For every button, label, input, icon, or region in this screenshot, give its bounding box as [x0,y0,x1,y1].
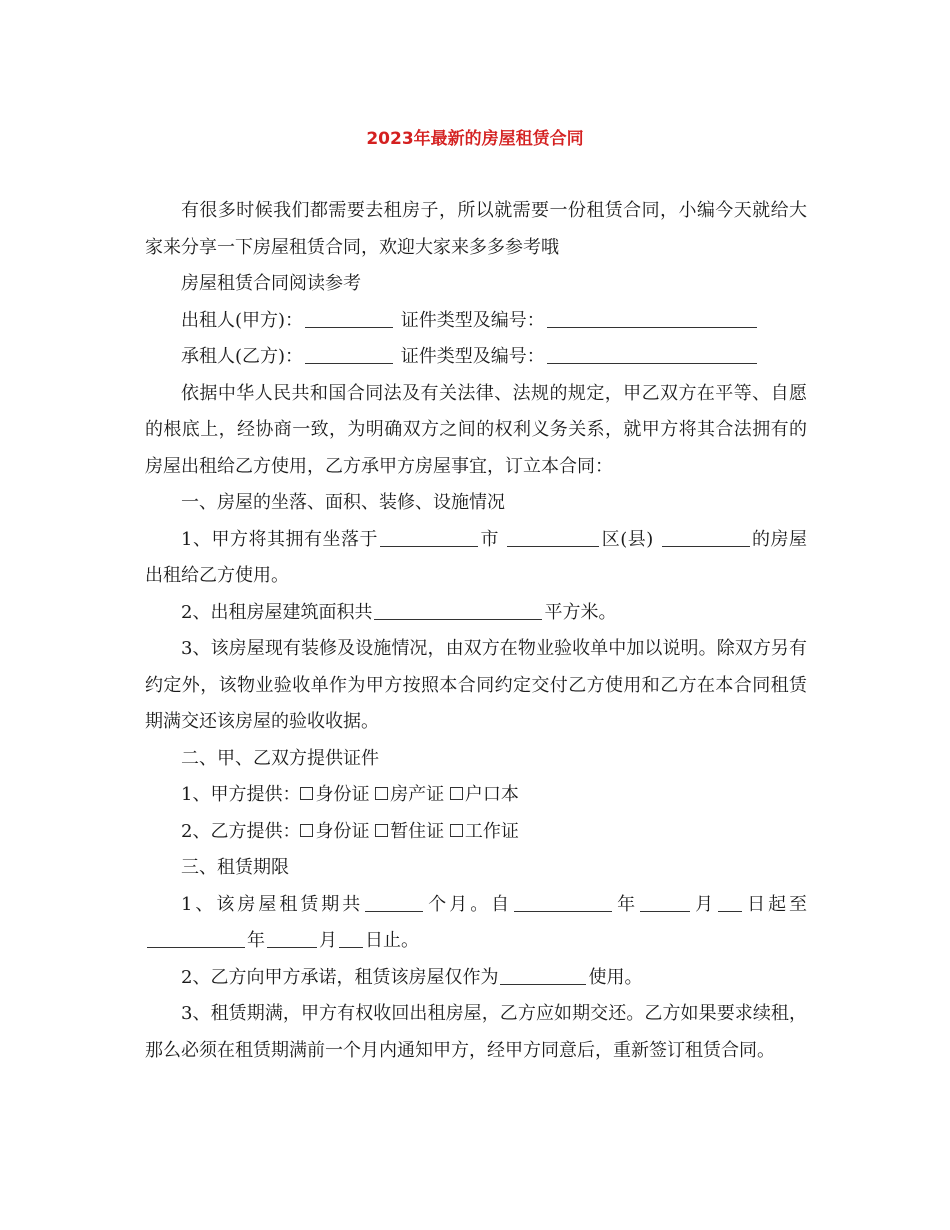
lessee-name-blank [305,345,393,364]
section3-item1 [145,887,807,960]
item-text: 区(县) [601,528,654,550]
lessee-label: 承租人(乙方)： [181,346,304,367]
section2-item1 [145,777,807,814]
item-text: 1、该房屋租赁期共 [181,893,364,915]
option-text: 房产证 [390,784,445,805]
option-text: 身份证 [315,820,370,842]
section2-heading: 二、甲、乙双方提供证件 [181,747,379,769]
start-year-blank [514,893,612,912]
lessor-name-blank [305,309,393,328]
lessee-line [145,339,807,376]
item-text: 年 [247,930,265,951]
section1-item3: 3、该房屋现有装修及设施情况，由双方在物业验收单中加以说明。除双方另有约定外，该物业验收单作为甲方按照本合同约定交付乙方使用和乙方在本合同租赁期满交还该房屋的验收收据。 [145,638,807,732]
item-text: 1、甲方提供： [181,784,301,805]
item-text: 月 [319,930,337,951]
checkbox[interactable] [300,824,313,837]
section3-item3: 3、租赁期满，甲方有权收回出租房屋，乙方应如期交还。乙方如果要求续租，那么必须在租赁期满前一个月内通知甲方，经甲方同意后，重新签订租赁合同。 [145,1003,807,1061]
option-text: 工作证 [464,820,519,842]
lessor-line [145,303,807,340]
item-text: 2、出租房屋建筑面积共 [181,601,373,623]
section1-heading: 一、房屋的坐落、面积、装修、设施情况 [181,492,505,513]
checkbox[interactable] [450,824,463,837]
section1-item2 [145,595,807,632]
end-month-blank [267,929,317,948]
district-blank [507,528,599,547]
lessor-id-label: 证件类型及编号： [400,309,545,331]
item-text: 1、甲方将其拥有坐落于 [181,528,378,550]
address-blank [662,528,750,547]
city-blank [380,528,478,547]
start-day-blank [718,893,742,912]
item-text: 2、乙方向甲方承诺，租赁该房屋仅作为 [181,966,499,988]
item-text: 月 [692,893,717,915]
basis-paragraph: 依据中华人民共和国合同法及有关法律、法规的规定，甲乙双方在平等、自愿的根底上，经协商一致，为明确双方之间的权利义务关系，就甲方将其合法拥有的房屋出租给乙方使用，乙方承甲方房屋事宜，订立本合同： [145,382,807,477]
reference-heading: 房屋租赁合同阅读参考 [181,273,361,294]
usage-blank [500,966,586,985]
option-text: 暂住证 [390,820,445,842]
lessee-id-blank [547,345,757,364]
lessor-label: 出租人(甲方)： [181,309,304,331]
lessor-id-blank [547,309,757,328]
checkbox[interactable] [375,787,388,800]
area-blank [374,601,542,620]
item-text: 使用。 [588,966,643,988]
item-text: 市 [479,528,499,550]
checkbox[interactable] [450,787,463,800]
item-text: 日止。 [365,930,419,951]
option-text: 户口本 [464,784,519,805]
section3-item2 [145,960,807,997]
start-month-blank [640,893,690,912]
intro-paragraph: 有很多时候我们都需要去租房子，所以就需要一份租赁合同，小编今天就给大家来分享一下房屋租赁合同，欢迎大家来多多参考哦 [145,200,807,258]
item-text: 的房屋出租给乙方使用。 [145,528,807,586]
option-text: 身份证 [315,784,370,805]
item-text: 个月。自 [425,893,513,915]
checkbox[interactable] [300,787,313,800]
section2-item2 [145,814,807,851]
item-text: 日起至 [744,893,807,915]
months-blank [365,893,423,912]
lessee-id-label: 证件类型及编号： [400,346,545,367]
document-title: 2023年最新的房屋租赁合同 [366,129,584,149]
item-text: 平方米。 [544,601,617,623]
document-body [145,193,807,1069]
end-year-blank [147,929,245,948]
checkbox[interactable] [375,824,388,837]
section1-item1 [145,522,807,595]
item-text: 年 [614,893,639,915]
item-text: 2、乙方提供： [181,820,301,842]
end-day-blank [339,929,363,948]
section3-heading: 三、租赁期限 [181,857,289,878]
